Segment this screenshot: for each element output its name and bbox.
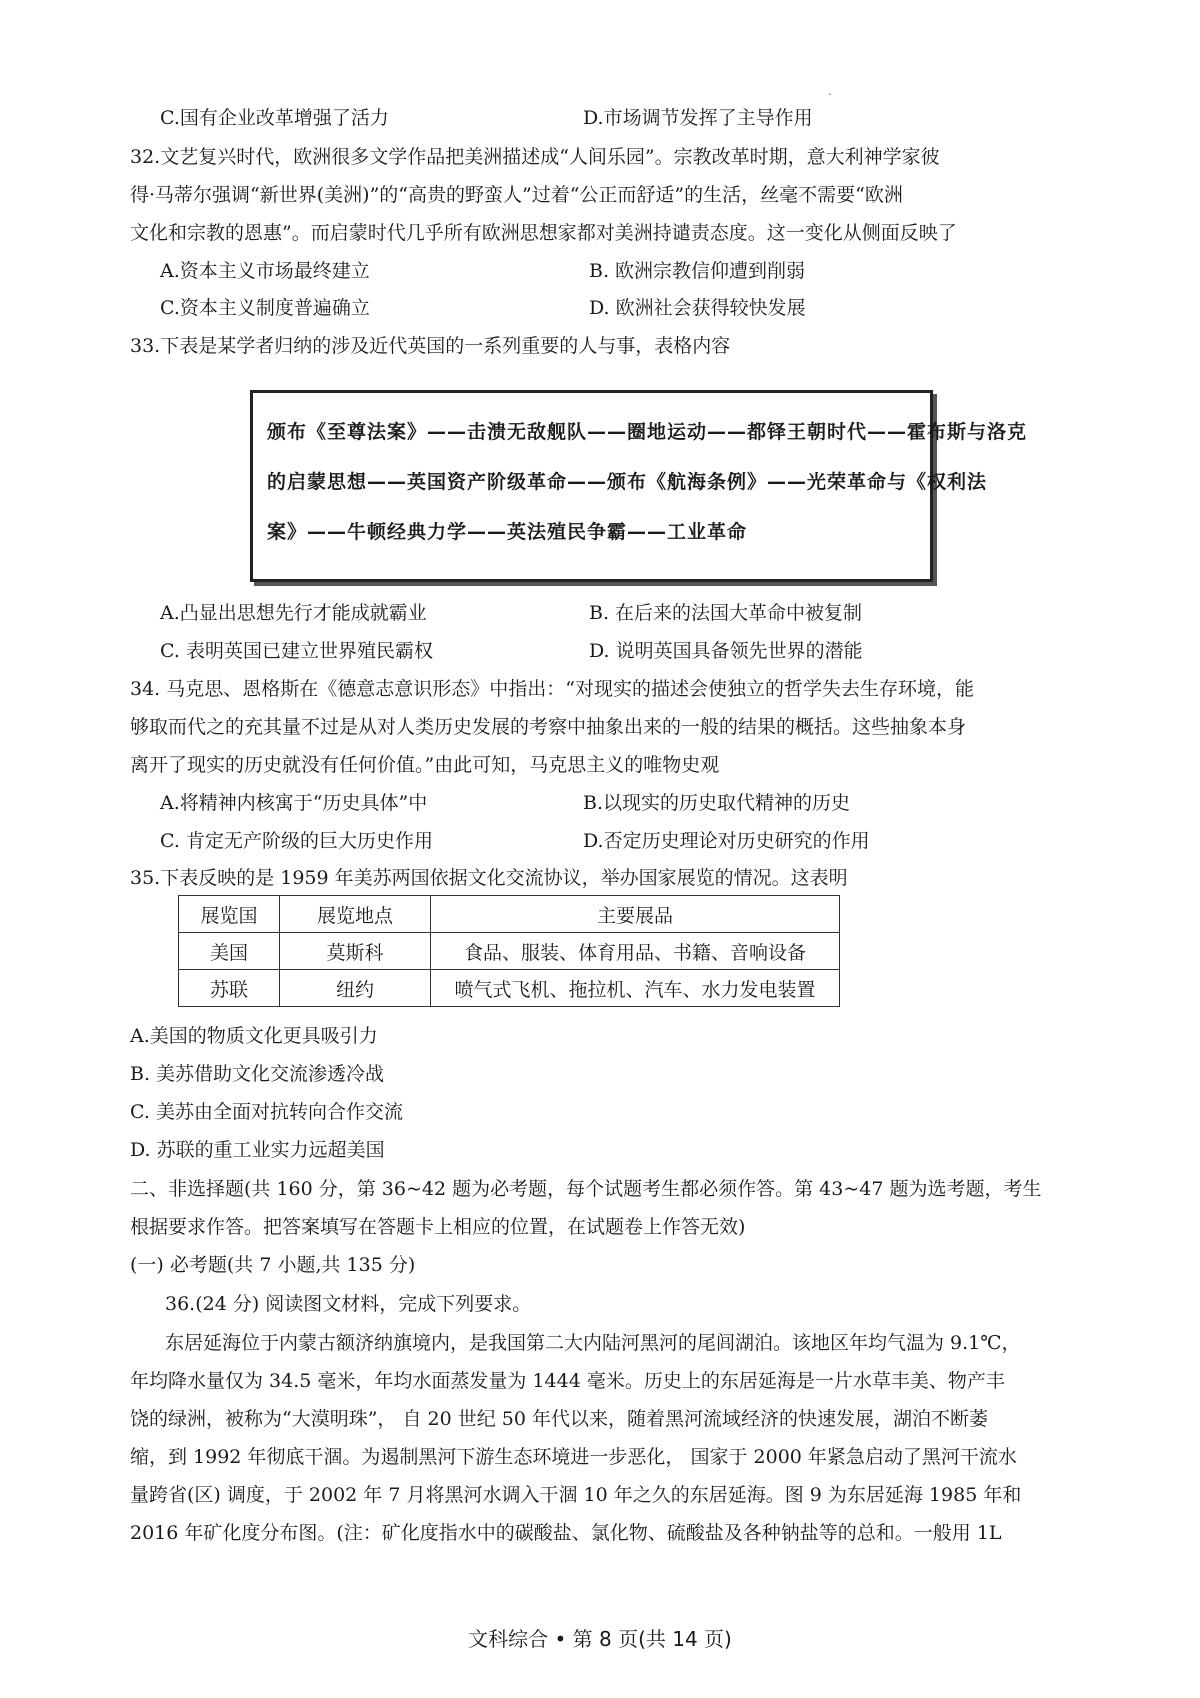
q35-option-d: D. 苏联的重工业实力远超美国 [130, 1139, 385, 1161]
table-row [179, 970, 840, 1007]
q36-text-line-5: 量跨省(区) 调度，于 2002 年 7 月将黑河水调入干涸 10 年之久的东居延海。图 9 为东居延海 1985 年和 [130, 1484, 1022, 1506]
q36-text-line-6: 2016 年矿化度分布图。(注：矿化度指水中的碳酸盐、氯化物、硫酸盐及各种钠盐等的总和。一般用 1L [130, 1522, 1002, 1544]
q31-option-d: D.市场调节发挥了主导作用 [583, 107, 813, 129]
q35-option-b: B. 美苏借助文化交流渗透冷战 [130, 1063, 385, 1085]
table-cell: 食品、服装、体育用品、书籍、音响设备 [431, 933, 840, 970]
section2-part1-heading: (一) 必考题(共 7 小题,共 135 分) [130, 1254, 416, 1276]
q36-text-line-3: 饶的绿洲，被称为“大漠明珠”， 自 20 世纪 50 年代以来，随着黑河流域经济的快速发展，湖泊不断萎 [130, 1408, 988, 1430]
section2-line-2: 根据要求作答。把答案填写在答题卡上相应的位置，在试题卷上作答无效) [130, 1216, 746, 1238]
table-header-row [179, 896, 840, 933]
q33-option-b: B. 在后来的法国大革命中被复制 [589, 602, 863, 624]
table-cell: 纽约 [280, 970, 431, 1007]
scan-speck: . [828, 84, 832, 98]
table-row [179, 933, 840, 970]
q36-text-line-2: 年均降水量仅为 34.5 毫米，年均水面蒸发量为 1444 毫米。历史上的东居延海是一片水草丰美、物产丰 [130, 1370, 1005, 1392]
q32-option-d: D. 欧洲社会获得较快发展 [589, 297, 806, 319]
q34-stem-line-1: 34. 马克思、恩格斯在《德意志意识形态》中指出：“对现实的描述会使独立的哲学失去生存环境，能 [130, 678, 974, 700]
table-cell: 美国 [179, 933, 280, 970]
q32-stem-line-2: 得·马蒂尔强调“新世界(美洲)”的“高贵的野蛮人”过着“公正而舒适”的生活，丝毫不需要“欧洲 [130, 184, 903, 206]
q36-text-line-1: 东居延海位于内蒙古额济纳旗境内，是我国第二大内陆河黑河的尾闾湖泊。该地区年均气温为 9.1℃， [165, 1332, 1021, 1354]
q34-option-c: C. 肯定无产阶级的巨大历史作用 [160, 830, 433, 852]
q36-text-line-4: 缩，到 1992 年彻底干涸。为遏制黑河下游生态环境进一步恶化， 国家于 2000 年紧急启动了黑河干流水 [130, 1446, 1017, 1468]
q32-option-c: C.资本主义制度普遍确立 [160, 297, 370, 319]
table-header-cell: 展览地点 [280, 896, 431, 933]
q32-option-b: B. 欧洲宗教信仰遭到削弱 [589, 260, 806, 282]
page-footer: 文科综合 • 第 8 页(共 14 页) [468, 1627, 732, 1651]
q32-option-a: A.资本主义市场最终建立 [160, 260, 370, 282]
q35-stem: 35.下表反映的是 1959 年美苏两国依据文化交流协议，举办国家展览的情况。这表明 [130, 867, 848, 889]
q33-content-box [250, 390, 1028, 582]
q35-option-c: C. 美苏由全面对抗转向合作交流 [130, 1101, 403, 1123]
q34-option-b: B.以现实的历史取代精神的历史 [583, 792, 851, 814]
q33-box-line-1: 颁布《至尊法案》——击溃无敌舰队——圈地运动——都铎王朝时代——霍布斯与洛克 [267, 421, 1028, 443]
table-cell: 莫斯科 [280, 933, 431, 970]
table-cell: 喷气式飞机、拖拉机、汽车、水力发电装置 [431, 970, 840, 1007]
q33-option-c: C. 表明英国已建立世界殖民霸权 [160, 640, 433, 662]
exhibition-table [178, 895, 840, 1007]
q34-stem-line-3: 离开了现实的历史就没有任何价值。”由此可知，马克思主义的唯物史观 [130, 754, 720, 776]
section2-line-1: 二、非选择题(共 160 分，第 36~42 题为必考题，每个试题考生都必须作答。第 43~47 题为选考题，考生 [130, 1178, 1042, 1200]
table-header-cell: 展览国 [179, 896, 280, 933]
q32-stem-line-3: 文化和宗教的恩惠”。而启蒙时代几乎所有欧洲思想家都对美洲持谴责态度。这一变化从侧面反映了 [130, 222, 957, 244]
q33-box-line-3: 案》——牛顿经典力学——英法殖民争霸——工业革命 [267, 521, 748, 543]
q34-stem-line-2: 够取而代之的充其量不过是从对人类历史发展的考察中抽象出来的一般的结果的概括。这些抽象本身 [130, 716, 967, 738]
table-header-cell: 主要展品 [431, 896, 840, 933]
q33-option-a: A.凸显出思想先行才能成就霸业 [160, 602, 427, 624]
q31-option-c: C.国有企业改革增强了活力 [160, 107, 389, 129]
q33-box-line-2: 的启蒙思想——英国资产阶级革命——颁布《航海条例》——光荣革命与《权利法 [267, 471, 988, 493]
q36-stem: 36.(24 分) 阅读图文材料，完成下列要求。 [165, 1293, 532, 1315]
q33-option-d: D. 说明英国具备领先世界的潜能 [589, 640, 863, 662]
q32-stem-line-1: 32.文艺复兴时代，欧洲很多文学作品把美洲描述成“人间乐园”。宗教改革时期，意大利神学家彼 [130, 146, 940, 168]
q35-option-a: A.美国的物质文化更具吸引力 [130, 1025, 378, 1047]
q33-stem: 33.下表是某学者归纳的涉及近代英国的一系列重要的人与事，表格内容 [130, 335, 731, 357]
q34-option-a: A.将精神内核寓于“历史具体”中 [160, 792, 428, 814]
q34-option-d: D.否定历史理论对历史研究的作用 [583, 830, 870, 852]
table-cell: 苏联 [179, 970, 280, 1007]
